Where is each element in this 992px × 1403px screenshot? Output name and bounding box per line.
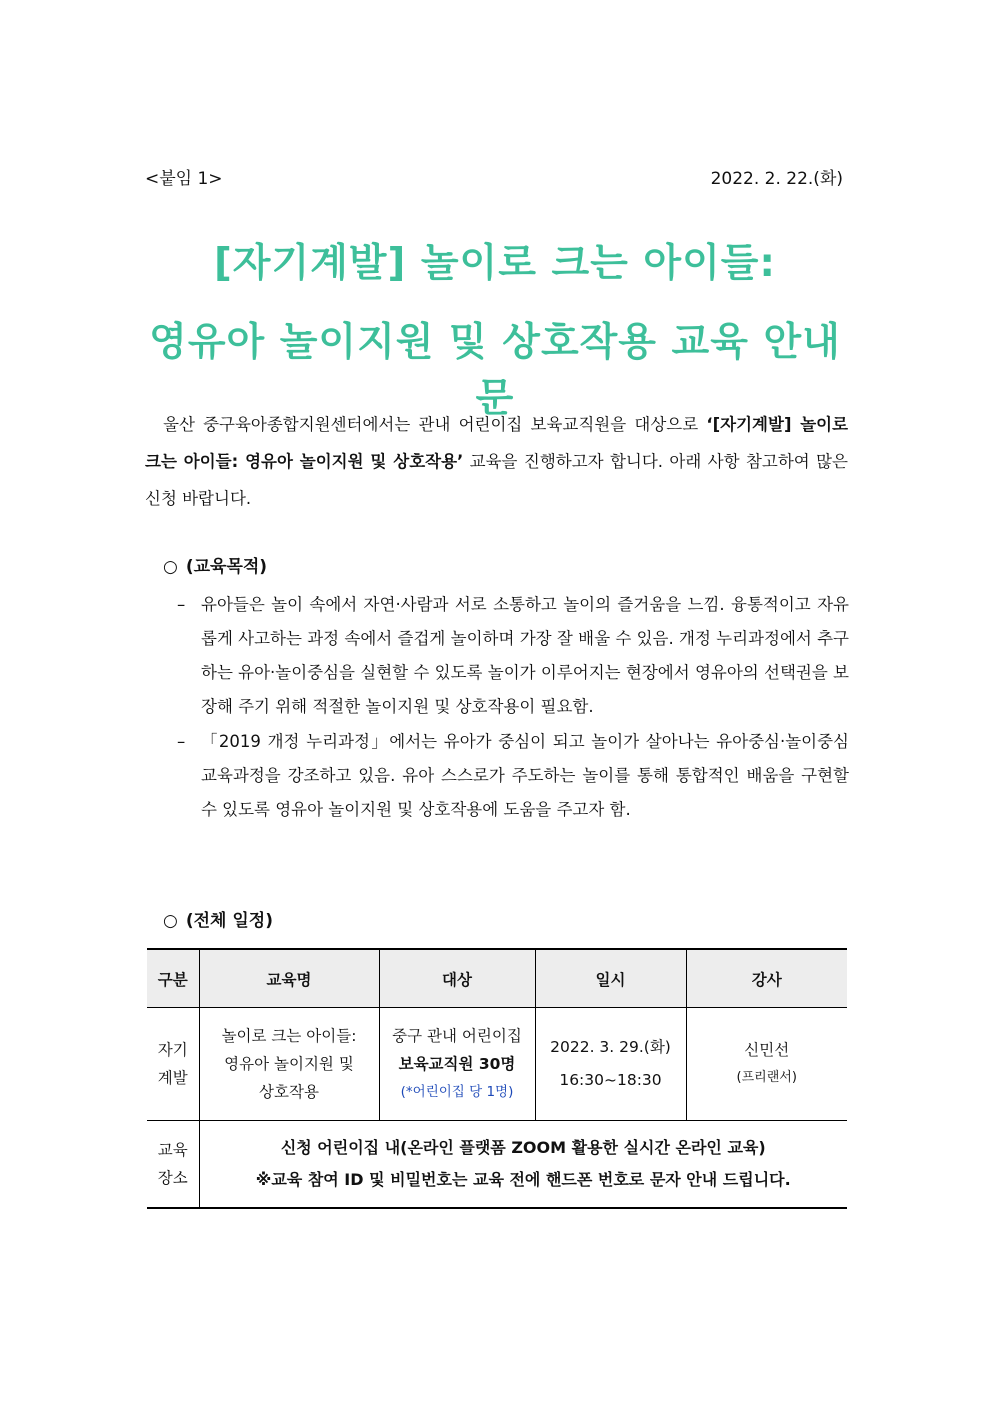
cell-category: 자기 계발 [147, 1008, 199, 1121]
purpose-item-2: 「2019 개정 누리과정」에서는 유아가 중심이 되고 놀이가 살아나는 유아중심·놀이중심 교육과정을 강조하고 있음. 유아 스스로가 주도하는 놀이를 통해 통합적인 배움을 구현할 수 있도록 영유아 놀이지원 및 상호작용에 도움을 주고자 함. [201, 732, 849, 819]
dash-icon: – [177, 732, 186, 751]
circle-bullet-icon: ○ [163, 557, 178, 577]
title-line-1: [자기계발] 놀이로 크는 아이들: [213, 241, 777, 286]
cell-instructor: 신민선 (프리랜서) [686, 1008, 847, 1121]
section-schedule-heading [163, 906, 273, 931]
intro-pre: 울산 중구육아종합지원센터에서는 관내 어린이집 보육교직원을 대상으로 [163, 415, 707, 434]
document-date: 2022. 2. 22.(화) [710, 169, 843, 189]
cell-place-label: 교육 장소 [147, 1121, 199, 1209]
schedule-heading-text: (전체 일정) [185, 911, 273, 931]
attachment-label: <붙임 1> [145, 169, 223, 189]
intro-post: 교육을 진행하고자 합니다. 아래 사항 참고하여 많은 신청 바랍니다. [145, 452, 848, 508]
table-header-row [147, 949, 847, 1008]
list-item [177, 588, 849, 724]
header-datetime: 일시 [535, 949, 686, 1008]
cell-target: 중구 관내 어린이집 보육교직원 30명 (*어린이집 당 1명) [379, 1008, 535, 1121]
instructor-note: (프리랜서) [736, 1070, 797, 1085]
purpose-item-1: 유아들은 놀이 속에서 자연·사람과 서로 소통하고 놀이의 즐거움을 느낌. 융통적이고 자유롭게 사고하는 과정 속에서 즐겁게 놀이하며 가장 잘 배울 수 있음. 개정 누리과정에서 추구하는 유아·놀이중심을 실현할 수 있도록 놀이가 이루어지는 현장에서 영유아의 선택권을 보장해 주기 위해 적절한 놀이지원 및 상호작용이 필요함. [201, 595, 849, 716]
place-line-1: 신청 어린이집 내(온라인 플랫폼 ZOOM 활용한 실시간 온라인 교육) [280, 1138, 766, 1157]
header-instructor: 강사 [686, 949, 847, 1008]
table-row [147, 1008, 847, 1121]
place-line-2: ※교육 참여 ID 및 비밀번호는 교육 전에 핸드폰 번호로 문자 안내 드립니다. [255, 1170, 791, 1189]
cell-place [199, 1121, 847, 1209]
header-line [145, 164, 845, 188]
purpose-heading-text: (교육목적) [185, 557, 268, 577]
intro-paragraph [145, 406, 848, 517]
title-line-2: 영유아 놀이지원 및 상호작용 교육 안내문 [149, 320, 841, 421]
header-target: 대상 [379, 949, 535, 1008]
header-category: 구분 [147, 949, 199, 1008]
circle-bullet-icon: ○ [163, 911, 178, 931]
table-row [147, 1121, 847, 1209]
header-course-name: 교육명 [199, 949, 379, 1008]
list-item [177, 725, 849, 827]
section-purpose-heading [163, 552, 267, 577]
intro-bold: ‘[자기계발] 놀이로 크는 아이들: 영유아 놀이지원 및 상호작용’ [145, 415, 849, 471]
cell-course-name: 놀이로 크는 아이들: 영유아 놀이지원 및 상호작용 [199, 1008, 379, 1121]
target-note: (*어린이집 당 1명) [400, 1084, 514, 1100]
dash-icon: – [177, 595, 186, 614]
cell-datetime: 2022. 3. 29.(화) 16:30~18:30 [535, 1008, 686, 1121]
purpose-list [177, 588, 849, 828]
schedule-table [147, 948, 847, 1209]
